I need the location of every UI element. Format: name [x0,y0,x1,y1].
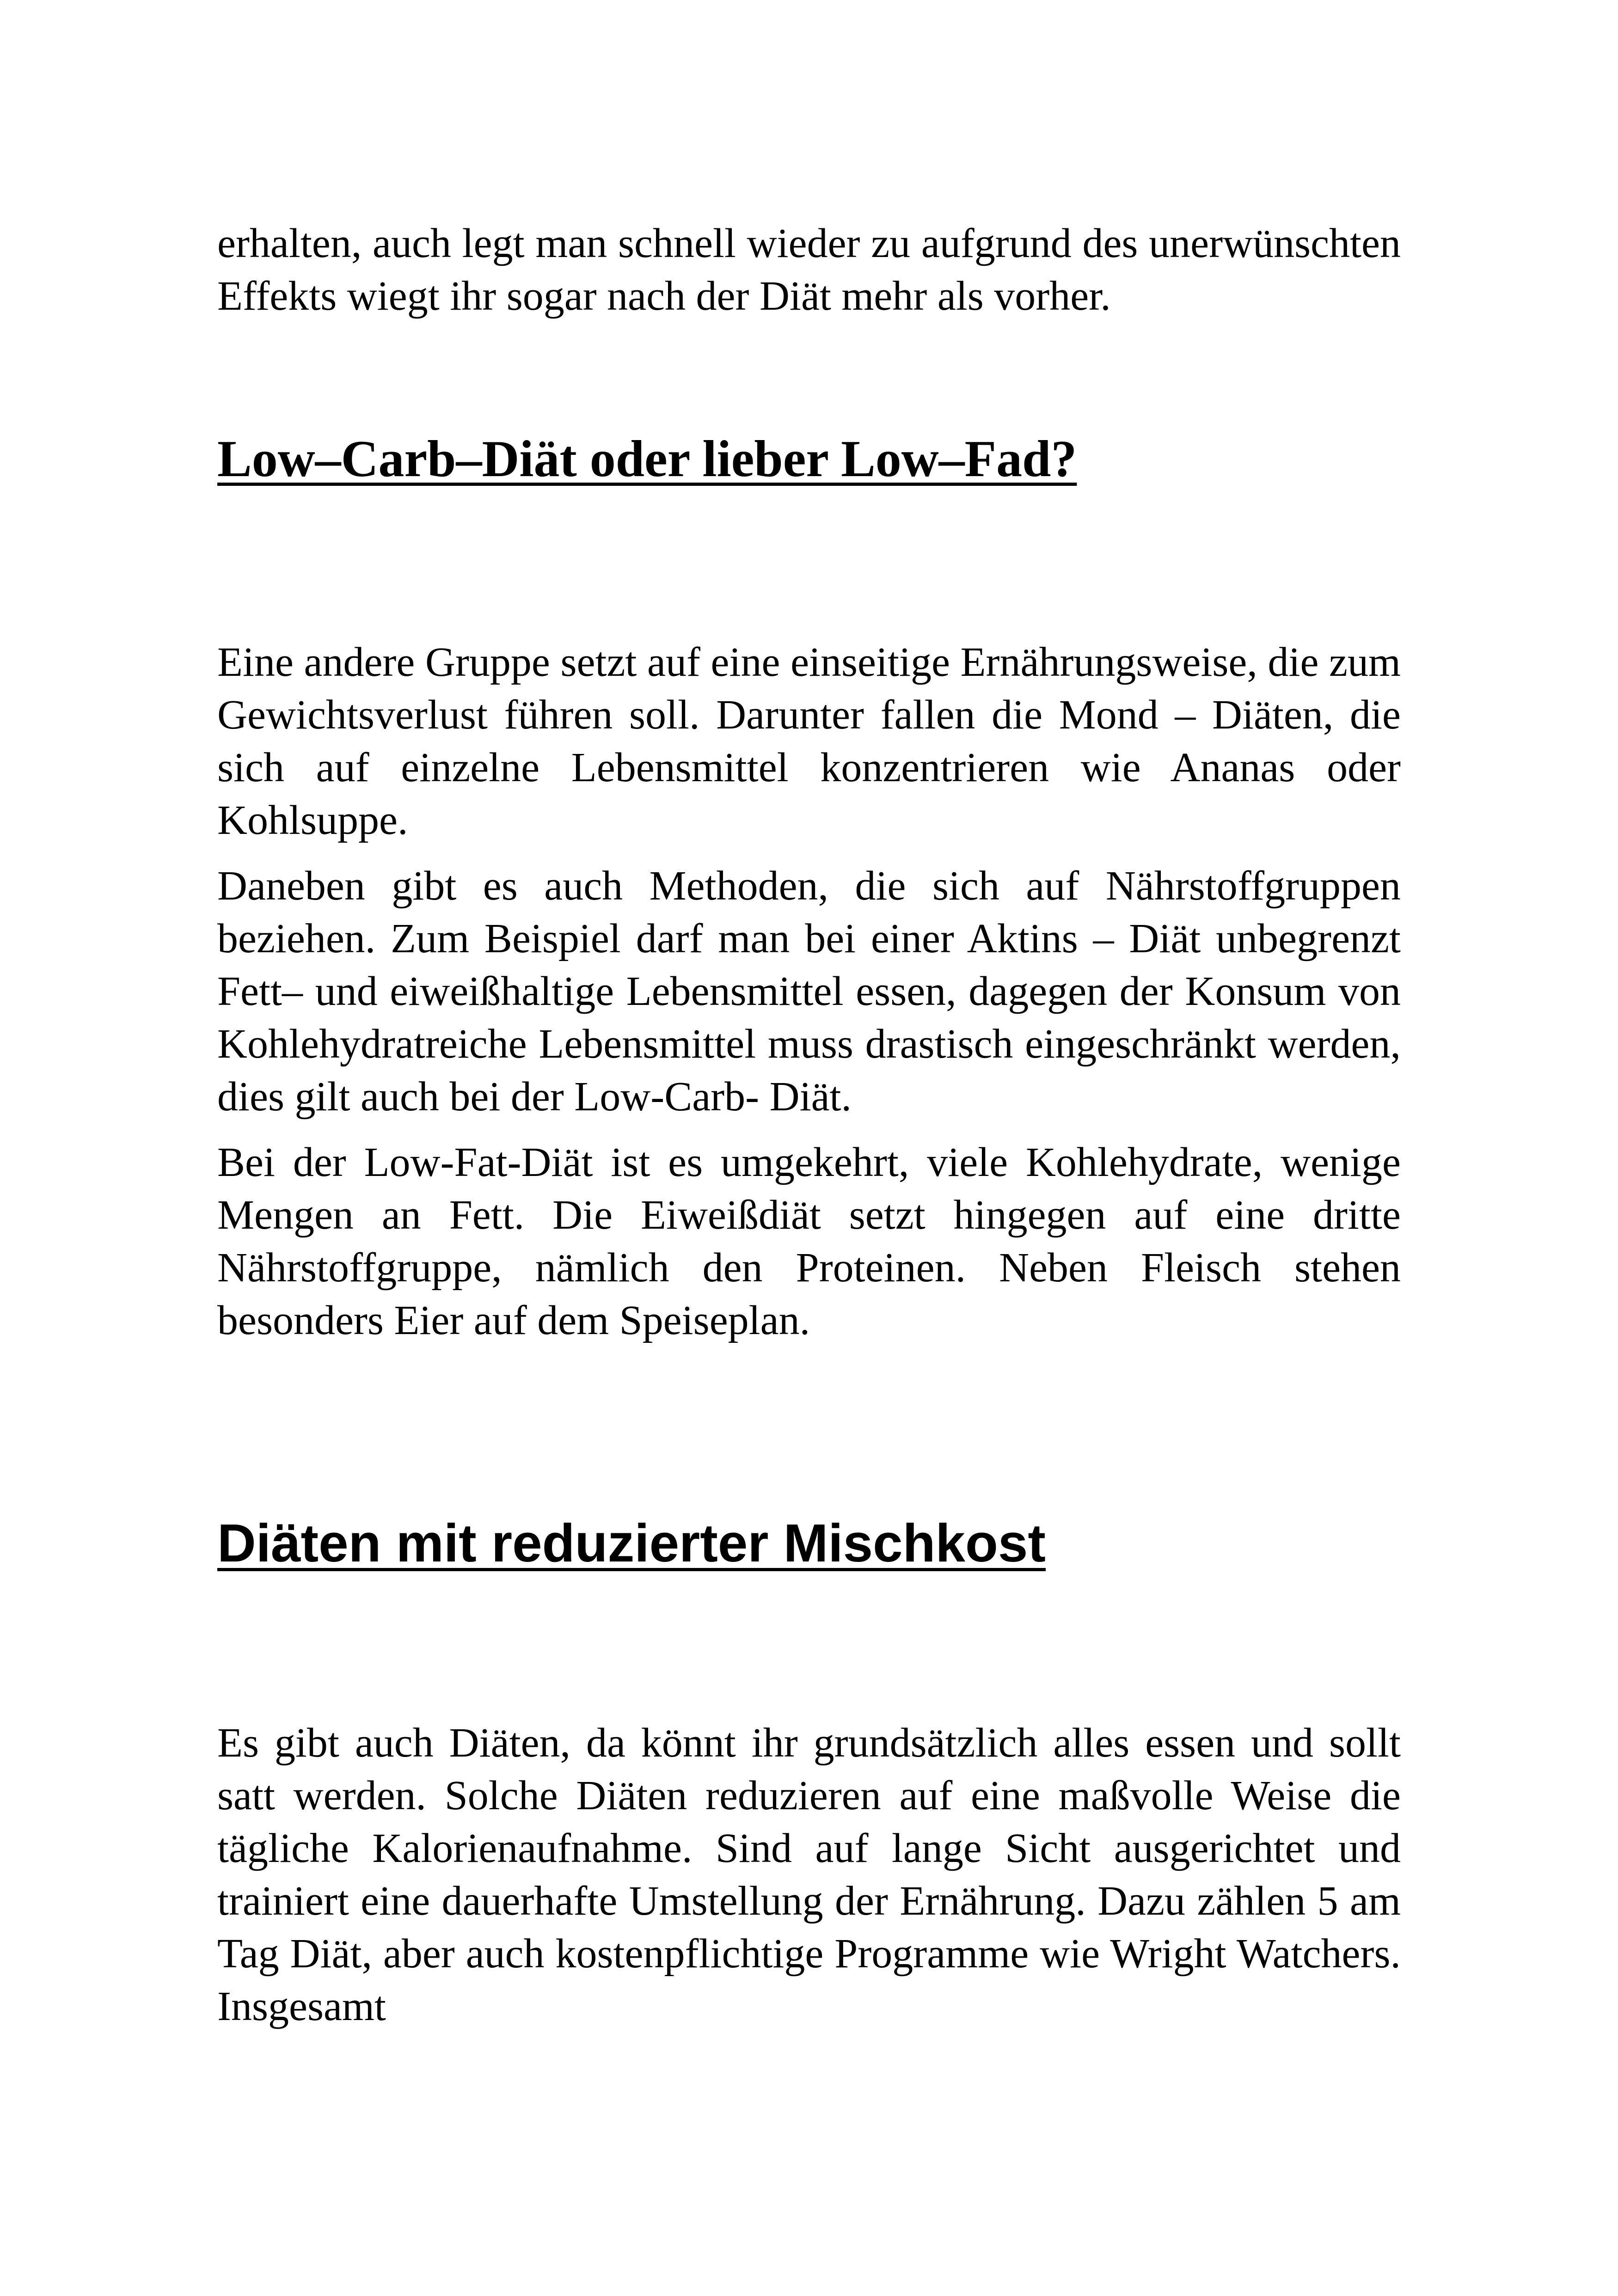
document-page [217,217,1401,2033]
section-heading-low-carb: Low–Carb–Diät oder lieber Low–Fad? [217,430,1077,488]
paragraph: Es gibt auch Diäten, da könnt ihr grundsätzlich alles essen und sollt satt werden. Solche Diäten reduzieren auf eine maßvolle Weise die tägliche Kalorienaufnahme. Sind auf lange Sicht ausgerichtet und trainiert eine dauerhafte Umstellung der Ernährung. Dazu zählen 5 am Tag Diät, aber auch kostenpflichtige Programme wie Wright Watchers. Insgesamt [217,1720,1401,2029]
paragraph: Bei der Low-Fat-Diät ist es umgekehrt, viele Kohlehydrate, wenige Mengen an Fett. Die Eiweißdiät setzt hingegen auf eine dritte Nährstoffgruppe, nämlich den Proteinen. Neben Fleisch stehen besonders Eier auf dem Speiseplan. [217,1139,1401,1343]
intro-paragraph: erhalten, auch legt man schnell wieder zu aufgrund des unerwünschten Effekts wiegt ihr sogar nach der Diät mehr als vorher. [217,220,1401,319]
section-heading-mischkost: Diäten mit reduzierter Mischkost [217,1513,1046,1573]
paragraph: Eine andere Gruppe setzt auf eine einseitige Ernährungsweise, die zum Gewichtsverlust führen soll. Darunter fallen die Mond – Diäten, die sich auf einzelne Lebensmittel konzentrieren wie Ananas oder Kohlsuppe. [217,639,1401,843]
paragraph: Daneben gibt es auch Methoden, die sich auf Nährstoffgruppen beziehen. Zum Beispiel darf man bei einer Aktins – Diät unbegrenzt Fett– und eiweißhaltige Lebensmittel essen, dagegen der Konsum von Kohlehydratreiche Lebensmittel muss drastisch eingeschränkt werden, dies gilt auch bei der Low-Carb- Diät. [217,863,1401,1120]
